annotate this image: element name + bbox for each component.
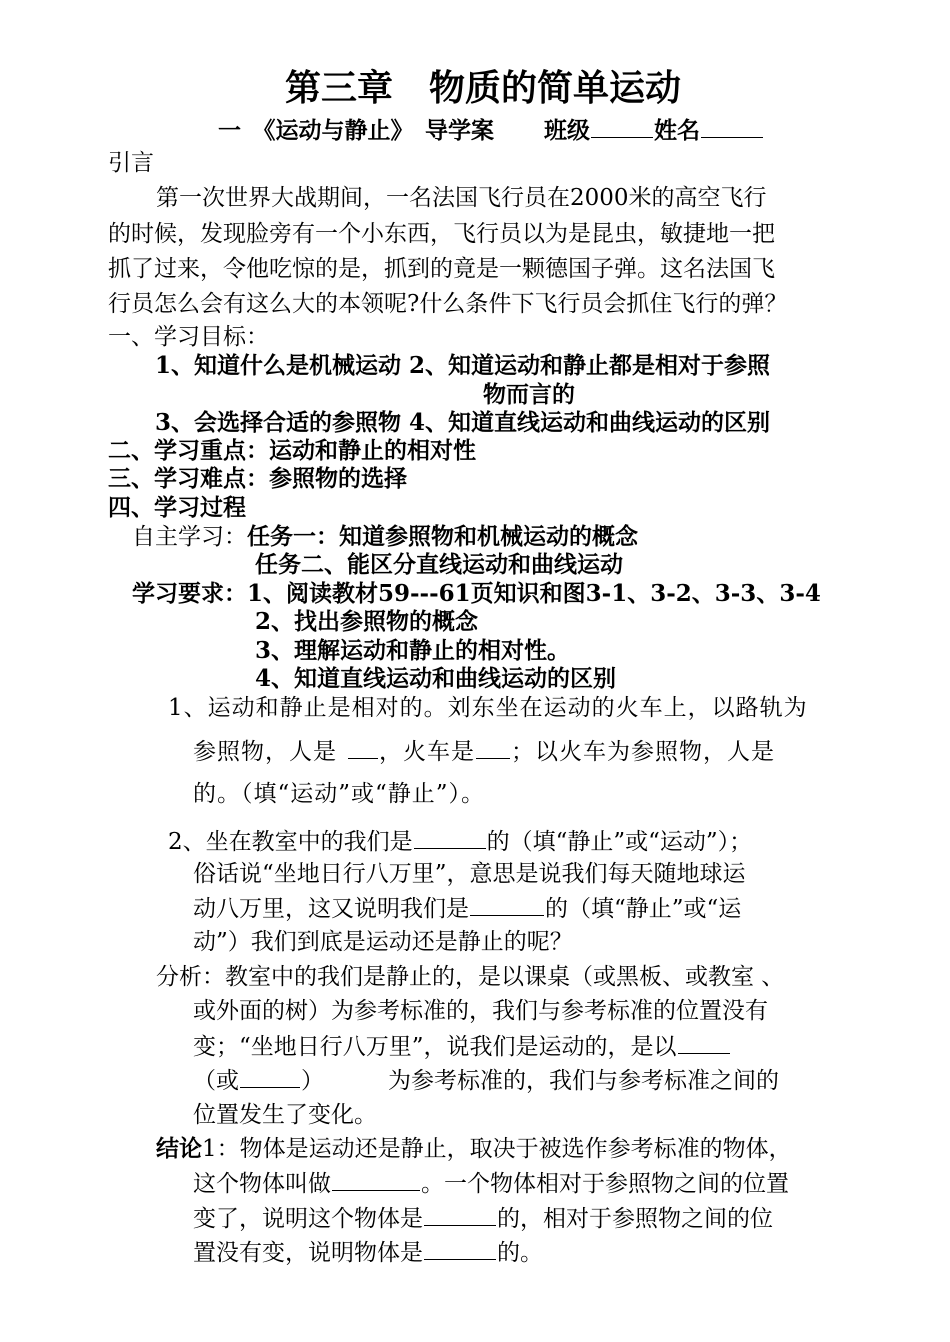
class-blank[interactable] [591, 115, 653, 138]
question-2-line [193, 893, 741, 924]
name-blank[interactable] [701, 115, 763, 138]
intro-heading: 引言 [108, 150, 154, 176]
goal-line: 1、知道什么是机械运动 2、知道运动和静止都是相对于参照 [155, 352, 771, 379]
page-title: 第三章 物质的简单运动 [285, 67, 682, 109]
class-label: 班级 [544, 117, 590, 144]
name-label: 姓名 [654, 117, 700, 144]
requirement-row [132, 579, 821, 609]
answer-blank[interactable] [424, 1203, 496, 1226]
subtitle-line [218, 115, 764, 146]
requirement-item: 1、阅读教材59---61页知识和图3-1、3-2、3-3、3-4 [247, 580, 821, 607]
text-span: 1：物体是运动还是静止，取决于被选作参考标准的物体， [202, 1136, 792, 1162]
self-study-row [132, 522, 638, 552]
conclusion-line [193, 1203, 773, 1234]
difficulty: 三、学习难点：参照物的选择 [108, 465, 407, 492]
conclusion-line [193, 1237, 543, 1268]
intro-line: 行员怎么会有这么大的本领呢?什么条件下飞行员会抓住飞行的弹？ [108, 291, 788, 317]
goals-heading: 一、学习目标： [108, 324, 269, 350]
text-span: 动八万里，这又说明我们是 [193, 896, 469, 922]
analysis-line: 或外面的树）为参考标准的，我们与参考标准的位置没有 [193, 998, 768, 1024]
text-span: ，火车是 [379, 739, 475, 765]
text-span: 的（填“静止”或“运动”）； [486, 829, 753, 855]
task-two: 任务二、能区分直线运动和曲线运动 [255, 551, 623, 578]
conclusion-line [156, 1134, 792, 1164]
answer-blank[interactable] [678, 1031, 730, 1054]
answer-blank[interactable] [348, 736, 378, 759]
intro-line: 的时候，发现脸旁有一个小东西，飞行员以为是昆虫，敏捷地一把 [108, 221, 775, 247]
analysis-line: 位置发生了变化。 [193, 1102, 377, 1128]
analysis-line: 分析：教室中的我们是静止的，是以课桌（或黑板、或教室 、 [156, 964, 785, 990]
intro-line: 第一次世界大战期间，一名法国飞行员在2000米的高空飞行 [156, 185, 767, 211]
text-span: 为参考标准的，我们与参考标准之间的 [388, 1068, 779, 1094]
text-span: ；以火车为参照物，人是 [511, 739, 775, 765]
requirement-item: 3、理解运动和静止的相对性。 [255, 637, 571, 664]
key-point: 二、学习重点：运动和静止的相对性 [108, 437, 476, 464]
answer-blank[interactable] [240, 1065, 300, 1088]
conclusion-label: 结论 [156, 1135, 202, 1162]
question-2-line: 动”）我们到底是运动还是静止的呢？ [193, 929, 573, 955]
text-span: 置没有变，说明物体是 [193, 1240, 423, 1266]
goal-line: 3、会选择合适的参照物 4、知道直线运动和曲线运动的区别 [155, 409, 771, 436]
text-span: 的，相对于参照物之间的位 [497, 1206, 773, 1232]
task-one: 任务一：知道参照物和机械运动的概念 [247, 523, 638, 550]
text-span: ） [301, 1068, 324, 1094]
text-span: 2、坐在教室中的我们是 [168, 829, 413, 855]
self-study-label: 自主学习： [132, 524, 247, 550]
question-1-line: 的。（填“运动”或“静止”）。 [193, 781, 486, 807]
analysis-line [193, 1065, 779, 1096]
intro-line: 抓了过来，令他吃惊的是，抓到的竟是一颗德国子弹。这名法国飞 [108, 256, 775, 282]
text-span: 。一个物体相对于参照物之间的位置 [421, 1171, 789, 1197]
text-span: 的（填“静止”或“运 [545, 896, 742, 922]
text-span: 参照物，人是 [193, 739, 337, 765]
answer-blank[interactable] [332, 1168, 420, 1191]
text-span: 这个物体叫做 [193, 1171, 331, 1197]
requirement-item: 4、知道直线运动和曲线运动的区别 [255, 665, 617, 692]
section-title: 一 《运动与静止》 导学案 [218, 117, 494, 144]
text-span: 的。 [497, 1240, 543, 1266]
answer-blank[interactable] [424, 1237, 496, 1260]
question-1-line [193, 736, 775, 767]
question-2-line: 俗话说“坐地日行八万里”，意思是说我们每天随地球运 [193, 861, 746, 887]
text-span: 变；“坐地日行八万里”，说我们是运动的，是以 [193, 1034, 677, 1060]
text-span: 变了，说明这个物体是 [193, 1206, 423, 1232]
conclusion-line [193, 1168, 789, 1199]
analysis-line [193, 1031, 731, 1062]
answer-blank[interactable] [414, 826, 486, 849]
answer-blank[interactable] [476, 736, 510, 759]
process-heading: 四、学习过程 [108, 494, 246, 521]
question-2-line [168, 826, 752, 857]
requirement-label: 学习要求： [132, 580, 247, 607]
answer-blank[interactable] [470, 893, 544, 916]
requirement-item: 2、找出参照物的概念 [255, 608, 479, 635]
question-1-line: 1、运动和静止是相对的。刘东坐在运动的火车上，以路轨为 [168, 695, 808, 721]
goal-line-continued: 物而言的 [483, 381, 575, 408]
text-span: （或 [193, 1068, 239, 1094]
